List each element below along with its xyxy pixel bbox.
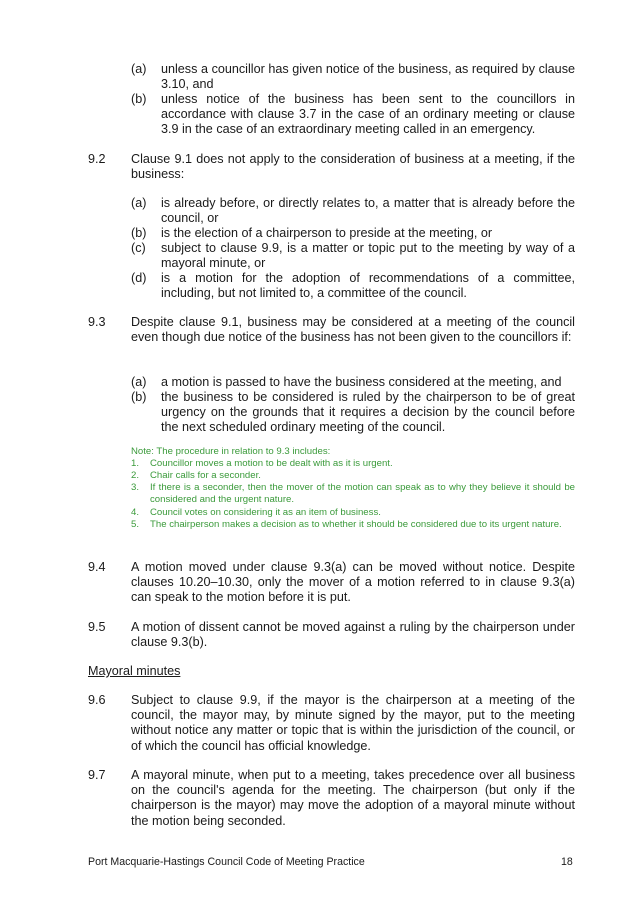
- item-label: (b): [131, 92, 147, 106]
- note-item-number: 4.: [131, 507, 140, 518]
- note-item-text: The chairperson makes a decision as to whether it should be considered due to its urgent nature.: [150, 519, 562, 530]
- note-title: Note: The procedure in relation to 9.3 includes:: [131, 446, 331, 457]
- note-item-text: Council votes on considering it as an item of business.: [150, 507, 381, 518]
- clause-number: 9.3: [88, 315, 106, 329]
- item-label: (b): [131, 226, 147, 240]
- section-heading: Mayoral minutes: [88, 664, 181, 678]
- item-label: (a): [131, 62, 147, 76]
- item-text: is already before, or directly relates to, a matter that is already before the council, or: [161, 196, 575, 226]
- item-text: a motion is passed to have the business considered at the meeting, and: [161, 375, 562, 389]
- clause-number: 9.4: [88, 560, 106, 574]
- item-text: unless a councillor has given notice of the business, as required by clause 3.10, and: [161, 62, 575, 92]
- note-item-number: 2.: [131, 470, 140, 481]
- page-number: 18: [561, 856, 573, 868]
- note-item-number: 3.: [131, 482, 140, 493]
- footer-title: Port Macquarie-Hastings Council Code of Meeting Practice: [88, 856, 365, 868]
- clause-text: Despite clause 9.1, business may be considered at a meeting of the council even though due notice of the business has not been given to the councillors if:: [131, 315, 575, 345]
- item-text: subject to clause 9.9, is a matter or topic put to the meeting by way of a mayoral minute, or: [161, 241, 575, 271]
- clause-text: A motion moved under clause 9.3(a) can be moved without notice. Despite clauses 10.20–10.30, only the mover of a motion referred to in clause 9.3(a) can speak to the motion before it is put.: [131, 560, 575, 605]
- item-text: the business to be considered is ruled by the chairperson to be of great urgency on the grounds that it requires a decision by the council before the next scheduled ordinary meeting of the council.: [161, 390, 575, 435]
- clause-text: A motion of dissent cannot be moved against a ruling by the chairperson under clause 9.3(b).: [131, 620, 575, 650]
- clause-number: 9.6: [88, 693, 106, 707]
- clause-number: 9.7: [88, 768, 106, 782]
- note-item-text: If there is a seconder, then the mover of the motion can speak as to why they believe it should be considered and the urgent nature.: [150, 482, 575, 505]
- note-item-number: 5.: [131, 519, 140, 530]
- clause-number: 9.5: [88, 620, 106, 634]
- clause-text: Subject to clause 9.9, if the mayor is the chairperson at a meeting of the council, the mayor may, by minute signed by the mayor, put to the meeting without notice any matter or topic that is within the jurisdiction of the council, or of which the council has official knowledge.: [131, 693, 575, 753]
- clause-text: Clause 9.1 does not apply to the consideration of business at a meeting, if the business:: [131, 152, 575, 182]
- note-item-text: Chair calls for a seconder.: [150, 470, 261, 481]
- note-item-number: 1.: [131, 458, 140, 469]
- item-label: (a): [131, 375, 147, 389]
- item-label: (c): [131, 241, 146, 255]
- note-item-text: Councillor moves a motion to be dealt with as it is urgent.: [150, 458, 393, 469]
- clause-number: 9.2: [88, 152, 106, 166]
- item-label: (a): [131, 196, 147, 210]
- item-label: (b): [131, 390, 147, 404]
- item-text: is the election of a chairperson to preside at the meeting, or: [161, 226, 493, 240]
- item-text: unless notice of the business has been sent to the councillors in accordance with clause 3.7 in the case of an ordinary meeting or clause 3.9 in the case of an extraordinary meeting called in an emergency.: [161, 92, 575, 137]
- clause-text: A mayoral minute, when put to a meeting, takes precedence over all business on the council's agenda for the meeting. The chairperson (but only if the chairperson is the mayor) may move the adoption of a mayoral minute without the motion being seconded.: [131, 768, 575, 828]
- item-text: is a motion for the adoption of recommendations of a committee, including, but not limited to, a committee of the council.: [161, 271, 575, 301]
- item-label: (d): [131, 271, 147, 285]
